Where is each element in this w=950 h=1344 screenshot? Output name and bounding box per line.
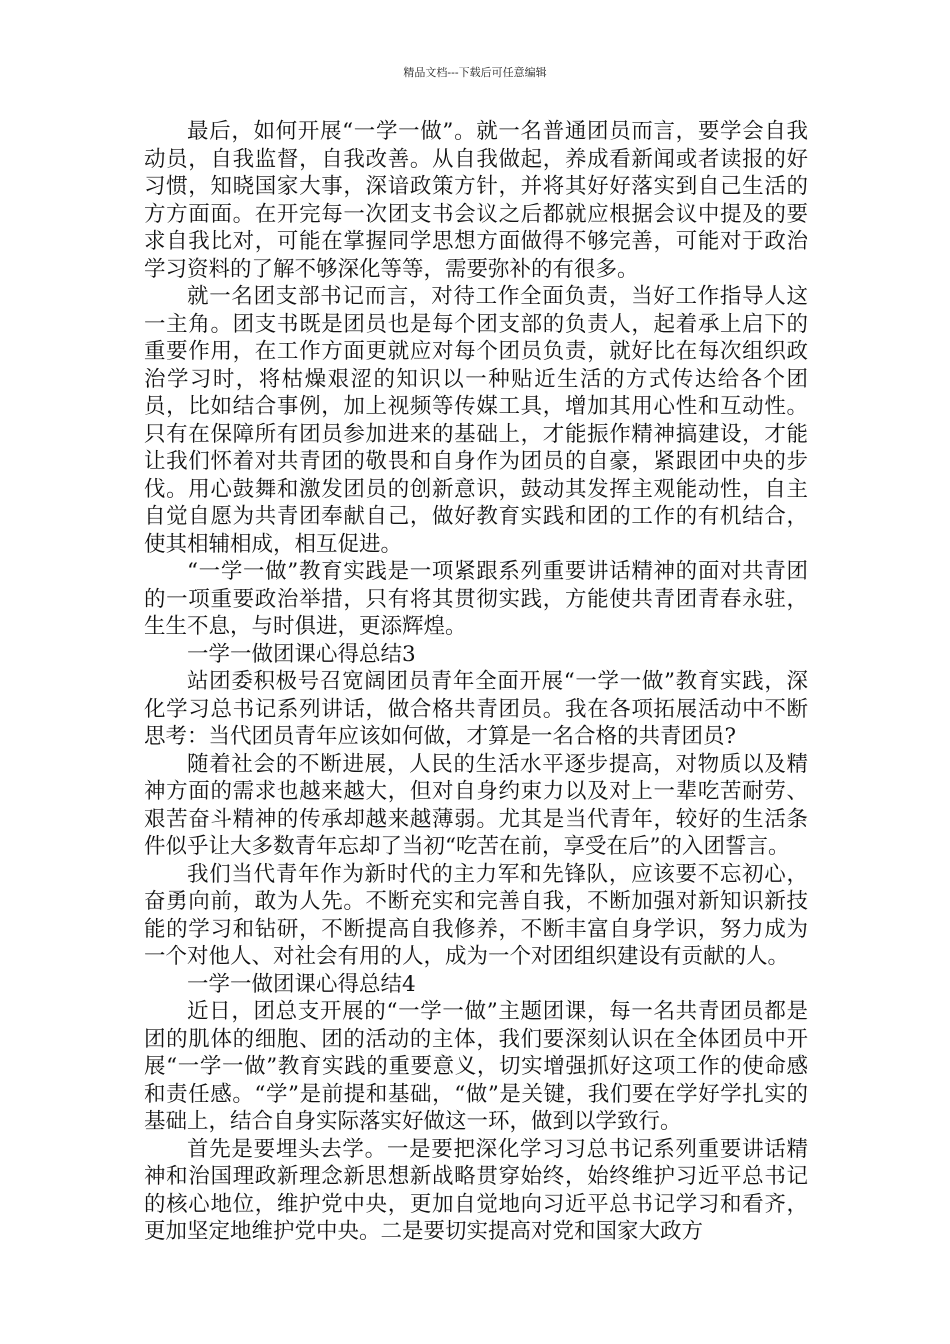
- paragraph-first-study: 首先是要埋头去学。一是要把深化学习习总书记系列重要讲话精神和治国理政新理念新思想新战略贯穿始终，始终维护习近平总书记的核心地位，维护党中央，更加自觉地向习近平总书记学习和看齐，更加坚定地维护党中央。二是要切实提高对党和国家大政方: [144, 1136, 808, 1244]
- section-heading-4: 一学一做团课心得总结4: [187, 971, 416, 997]
- paragraph-youth-vanguard: 我们当代青年作为新时代的主力军和先锋队，应该要不忘初心，奋勇向前，敢为人先。不断充实和完善自我，不断加强对新知识新技能的学习和钻研，不断提高自我修养，不断丰富自身学识，努力成为一个对他人、对社会有用的人，成为一个对团组织建设有贡献的人。: [144, 861, 808, 969]
- document-body: [144, 118, 808, 1246]
- paragraph-education-practice: “一学一做”教育实践是一项紧跟系列重要讲话精神的面对共青团的一项重要政治举措，只有将其贯彻实践，方能使共青团青春永驻，生生不息，与时俱进，更添辉煌。: [144, 559, 808, 639]
- paragraph-branch-secretary: 就一名团支部书记而言，对待工作全面负责，当好工作指导人这一主角。团支书既是团员也是每个团支部的负责人，起着承上启下的重要作用，在工作方面更就应对每个团员负责，就好比在每次组织政治学习时，将枯燥艰涩的知识以一种贴近生活的方式传达给各个团员，比如结合事例，加上视频等传媒工具，增加其用心性和互动性。只有在保障所有团员参加进来的基础上，才能振作精神搞建设，才能让我们怀着对共青团的敬畏和自身作为团员的自豪，紧跟团中央的步伐。用心鼓舞和激发团员的创新意识，鼓动其发挥主观能动性，自主自觉自愿为共青团奉献自己，做好教育实践和团的工作的有机结合，使其相辅相成，相互促进。: [144, 284, 808, 557]
- paragraph-station-committee: 站团委积极号召宽阔团员青年全面开展“一学一做”教育实践，深化学习总书记系列讲话，做合格共青团员。我在各项拓展活动中不断思考：当代团员青年应该如何做，才算是一名合格的共青团员?: [144, 669, 808, 749]
- section-heading-3: 一学一做团课心得总结3: [187, 641, 416, 667]
- paragraph-conclusion-how-to: 最后，如何开展“一学一做”。就一名普通团员而言，要学会自我动员，自我监督，自我改善。从自我做起，养成看新闻或者读报的好习惯，知晓国家大事，深谙政策方针，并将其好好落实到自己生活的方方面面。在开完每一次团支书会议之后都就应根据会议中提及的要求自我比对，可能在掌握同学思想方面做得不够完善，可能对于政治学习资料的了解不够深化等等，需要弥补的有很多。: [144, 119, 808, 282]
- paragraph-recent-lesson: 近日，团总支开展的“一学一做”主题团课，每一名共青团员都是团的肌体的细胞、团的活动的主体，我们要深刻认识在全体团员中开展“一学一做”教育实践的重要意义，切实增强抓好这项工作的使命感和责任感。“学”是前提和基础，“做”是关键，我们要在学好学扎实的基础上，结合自身实际落实好做这一环，做到以学致行。: [144, 999, 808, 1134]
- paragraph-social-progress: 随着社会的不断进展，人民的生活水平逐步提高，对物质以及精神方面的需求也越来越大，但对自身约束力以及对上一辈吃苦耐劳、艰苦奋斗精神的传承却越来越薄弱。尤其是当代青年，较好的生活条件似乎让大多数青年忘却了当初“吃苦在前，享受在后”的入团誓言。: [144, 751, 808, 859]
- page-header: 精品文档---下载后可任意编辑: [403, 66, 547, 79]
